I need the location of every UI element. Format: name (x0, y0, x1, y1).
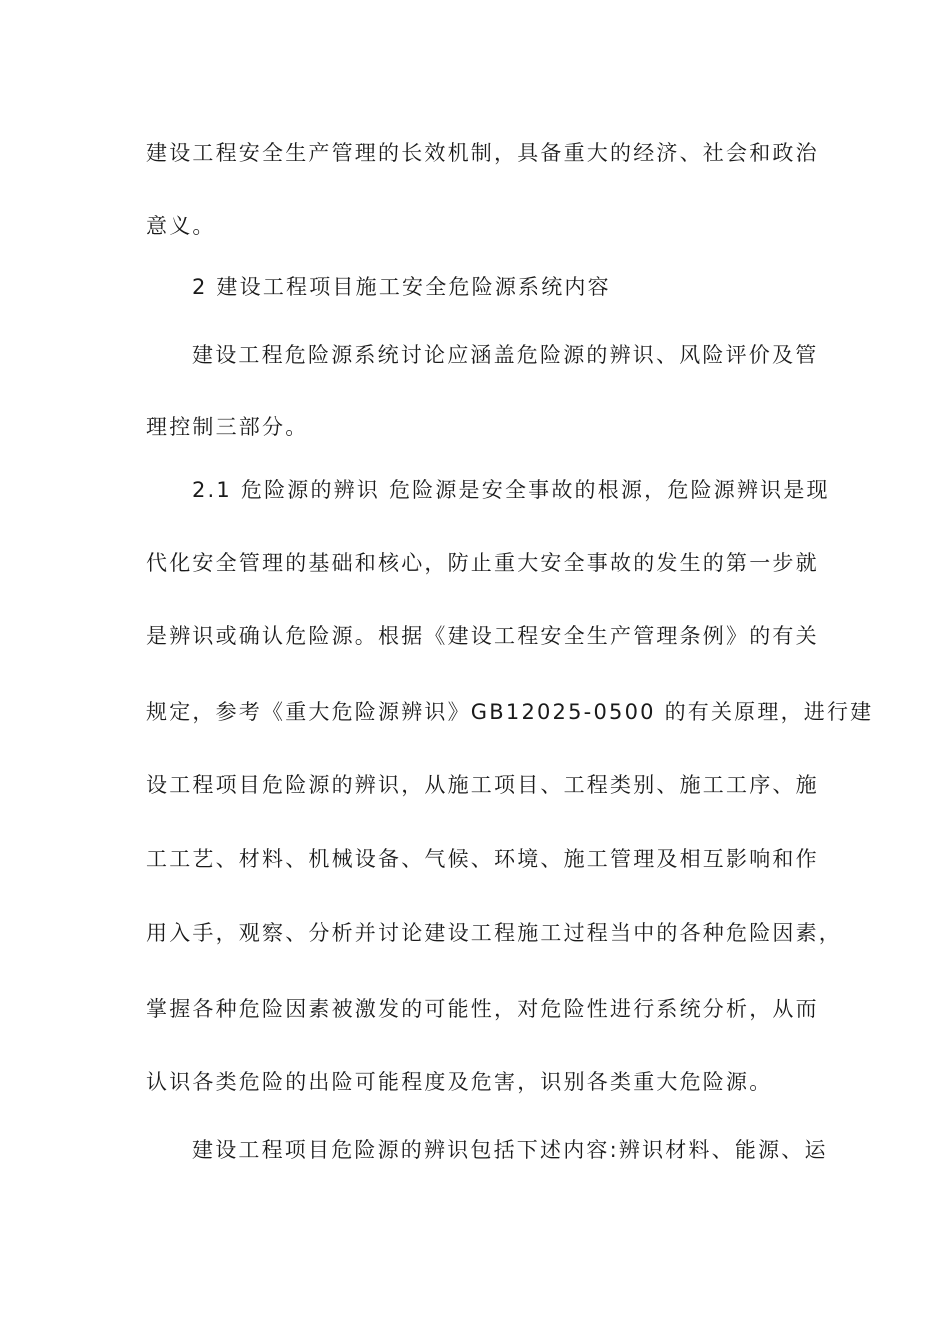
body-text-line: 意义。 (146, 214, 216, 238)
body-text-line: 用入手，观察、分析并讨论建设工程施工过程当中的各种危险因素， (146, 921, 842, 945)
body-text-line: 工工艺、材料、机械设备、气候、环境、施工管理及相互影响和作 (146, 847, 819, 871)
body-text-line: 掌握各种危险因素被激发的可能性，对危险性进行系统分析，从而 (146, 997, 819, 1021)
body-text-line: 是辨识或确认危险源。根据《建设工程安全生产管理条例》的有关 (146, 624, 819, 648)
subsection-paragraph-first-line: 2.1 危险源的辨识 危险源是安全事故的根源，危险源辨识是现 (192, 478, 830, 502)
body-text-line: 理控制三部分。 (146, 415, 309, 439)
body-text-line: 设工程项目危险源的辨识，从施工项目、工程类别、施工工序、施 (146, 773, 819, 797)
body-text-line: 认识各类危险的出险可能程度及危害，识别各类重大危险源。 (146, 1070, 773, 1094)
paragraph-first-line: 建设工程危险源系统讨论应涵盖危险源的辨识、风险评价及管 (192, 343, 819, 367)
body-text-line: 建设工程安全生产管理的长效机制，具备重大的经济、社会和政治 (146, 141, 819, 165)
section-heading: 2 建设工程项目施工安全危险源系统内容 (192, 275, 611, 299)
body-text-line: 代化安全管理的基础和核心，防止重大安全事故的发生的第一步就 (146, 551, 819, 575)
body-text-line: 规定，参考《重大危险源辨识》GB12025-0500 的有关原理，进行建 (146, 700, 874, 724)
paragraph-first-line: 建设工程项目危险源的辨识包括下述内容:辨识材料、能源、运 (192, 1138, 828, 1162)
